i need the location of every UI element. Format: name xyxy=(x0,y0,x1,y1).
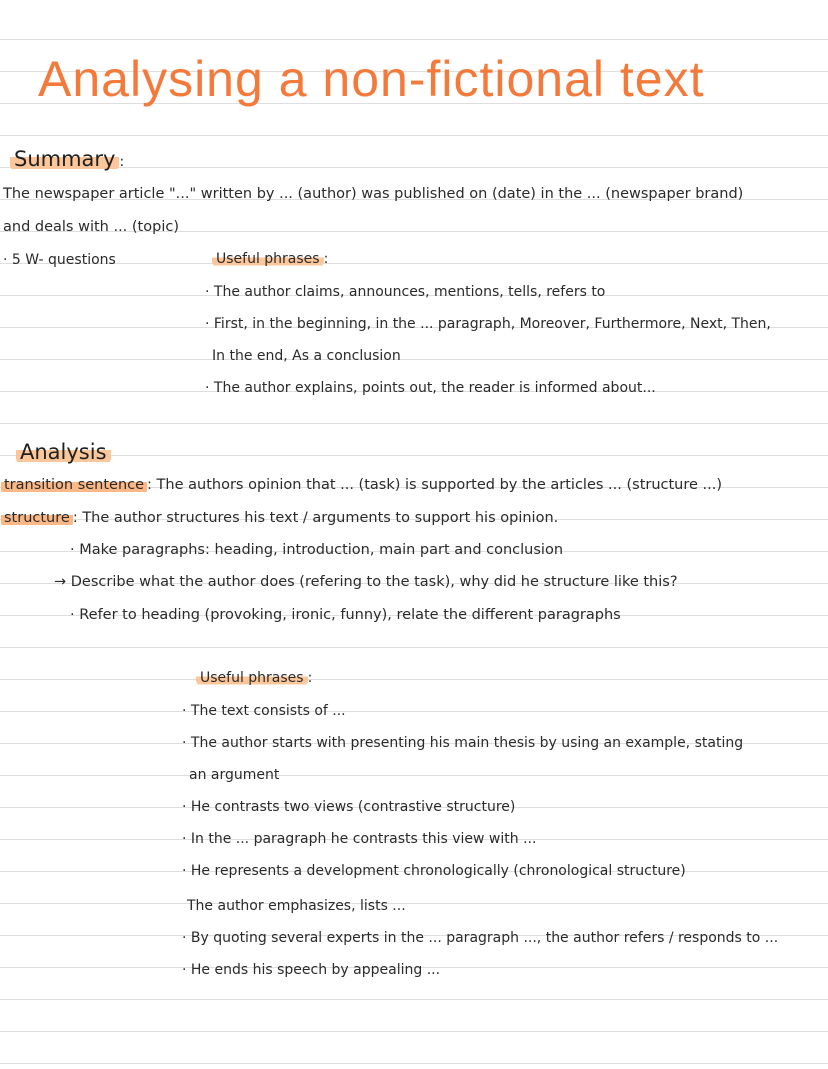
summary-5w-bullet: · 5 W- questions xyxy=(3,252,116,268)
summary-line-1: The newspaper article "..." written by ... (author) was published on (date) in the ... (newspaper brand) xyxy=(3,186,744,202)
structure-text: The author structures his text / arguments to support his opinion. xyxy=(82,510,559,526)
summary-phrases-heading-colon: : xyxy=(323,251,329,267)
analysis-phrase-1: · The text consists of ... xyxy=(182,703,346,719)
summary-phrase-1: · The author claims, announces, mentions, tells, refers to xyxy=(205,284,606,300)
transition-sentence-label: transition sentence xyxy=(1,477,147,493)
analysis-item-2: → Describe what the author does (refering to the task), why did he structure like this? xyxy=(54,574,678,590)
analysis-phrases-heading xyxy=(196,670,312,686)
summary-phrase-2: · First, in the beginning, in the ... paragraph, Moreover, Furthermore, Next, Then, xyxy=(205,316,771,332)
summary-phrase-3: In the end, As a conclusion xyxy=(212,348,401,364)
analysis-heading xyxy=(16,440,111,464)
structure-colon: : xyxy=(72,510,78,526)
page-title: Analysing a non-fictional text xyxy=(38,51,705,107)
summary-phrases-heading-label: Useful phrases xyxy=(212,251,324,267)
summary-heading-label: Summary xyxy=(10,147,119,171)
analysis-heading-label: Analysis xyxy=(16,440,111,464)
analysis-phrase-5: · In the ... paragraph he contrasts this view with ... xyxy=(182,831,537,847)
transition-sentence-text: The authors opinion that ... (task) is supported by the articles ... (structure ...) xyxy=(156,477,723,493)
analysis-phrases-heading-colon: : xyxy=(307,670,313,686)
structure-line xyxy=(1,510,558,526)
summary-phrase-4: · The author explains, points out, the reader is informed about... xyxy=(205,380,656,396)
summary-line-2: and deals with ... (topic) xyxy=(3,219,179,235)
analysis-phrases-heading-label: Useful phrases xyxy=(196,670,308,686)
analysis-phrase-9: · He ends his speech by appealing ... xyxy=(182,962,441,978)
analysis-phrase-8: · By quoting several experts in the ... paragraph ..., the author refers / responds to ... xyxy=(182,930,779,946)
analysis-phrase-2: · The author starts with presenting his main thesis by using an example, stating xyxy=(182,735,744,751)
structure-label: structure xyxy=(1,510,73,526)
analysis-phrase-4: · He contrasts two views (contrastive structure) xyxy=(182,799,516,815)
transition-sentence-colon: : xyxy=(147,477,152,493)
analysis-phrase-3: an argument xyxy=(189,767,280,783)
analysis-item-1: · Make paragraphs: heading, introduction, main part and conclusion xyxy=(70,542,564,558)
analysis-phrase-6: · He represents a development chronologically (chronological structure) xyxy=(182,863,686,879)
summary-heading-colon: : xyxy=(119,154,125,170)
summary-phrases-heading xyxy=(212,251,328,267)
transition-sentence-line xyxy=(1,477,722,493)
analysis-item-3: · Refer to heading (provoking, ironic, funny), relate the different paragraphs xyxy=(70,607,621,623)
summary-heading xyxy=(10,147,124,171)
analysis-phrase-7: The author emphasizes, lists ... xyxy=(187,898,406,914)
